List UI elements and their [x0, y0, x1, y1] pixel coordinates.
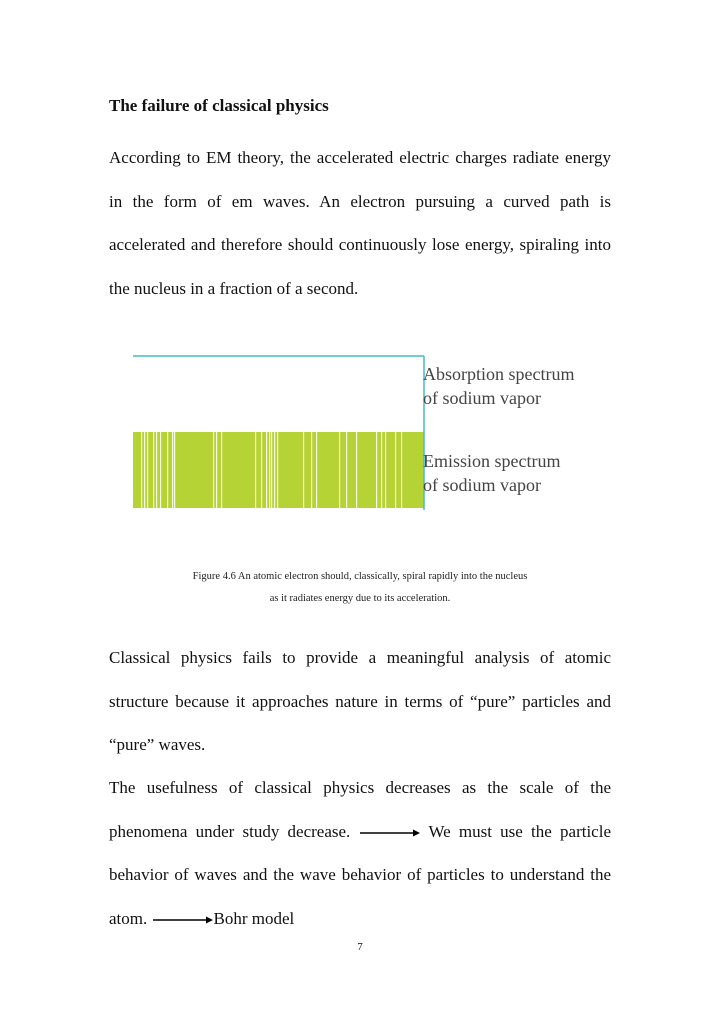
spectral-line [172, 432, 173, 508]
spectral-line [269, 432, 270, 508]
bohr-model-label: Bohr model [213, 908, 295, 928]
spectral-line [221, 432, 222, 508]
emission-band [133, 432, 424, 508]
spectral-line [346, 432, 347, 508]
spectral-line [316, 432, 317, 508]
spectral-line [277, 432, 278, 508]
spectral-line [339, 432, 340, 508]
spectral-line [255, 432, 256, 508]
spectrum-figure [130, 350, 600, 515]
spectral-line [167, 432, 168, 508]
spectral-line [266, 432, 267, 508]
spectral-line [153, 432, 154, 508]
conclusion-text: We must use the particle behavior of waves and the wave behavior of particles to understand the atom. [109, 821, 611, 928]
arrow-right-icon [359, 828, 421, 838]
figure-caption-line1: Figure 4.6 An atomic electron should, classically, spiral rapidly into the nucleus [192, 571, 528, 582]
spectral-line [303, 432, 304, 508]
spectral-line [147, 432, 148, 508]
spectral-line [385, 432, 386, 508]
spectral-line [376, 432, 377, 508]
spectral-line [271, 432, 272, 508]
page-number: 7 [357, 941, 363, 953]
emission-bands [133, 432, 424, 508]
spectral-line [356, 432, 357, 508]
spectral-line [144, 432, 145, 508]
emission-spectrum-label: Emission spectrum of sodium vapor [423, 451, 561, 495]
spectral-line [160, 432, 161, 508]
spectral-line [401, 432, 402, 508]
spectral-line [274, 432, 275, 508]
paragraph-intro: According to EM theory, the accelerated electric charges radiate energy in the form of em waves. An electron pursuing a curved path is accelerated and therefore should continuously lose energy, spiraling into the nucleus in a fraction of a second. [109, 148, 611, 298]
spectral-line [213, 432, 214, 508]
spectral-line [311, 432, 312, 508]
spectral-line [395, 432, 396, 508]
section-heading: The failure of classical physics [109, 96, 329, 115]
usefulness-text: The usefulness of classical physics decreases as the scale of the phenomena under study decrease. [109, 778, 611, 841]
arrow-right-icon [152, 915, 214, 925]
paragraph-classical-fails: Classical physics fails to provide a meaningful analysis of atomic structure because it approaches nature in terms of “pure” particles and “pure” waves. [109, 648, 611, 755]
figure-caption-line2: as it radiates energy due to its acceleration. [269, 593, 451, 604]
spectral-line [261, 432, 262, 508]
absorption-spectrum-label: Absorption spectrum of sodium vapor [423, 364, 575, 408]
spectral-line [381, 432, 382, 508]
spectral-line [216, 432, 217, 508]
spectral-line [156, 432, 157, 508]
paragraph-usefulness [109, 766, 611, 940]
spectral-line [174, 432, 175, 508]
spectral-line [141, 432, 142, 508]
